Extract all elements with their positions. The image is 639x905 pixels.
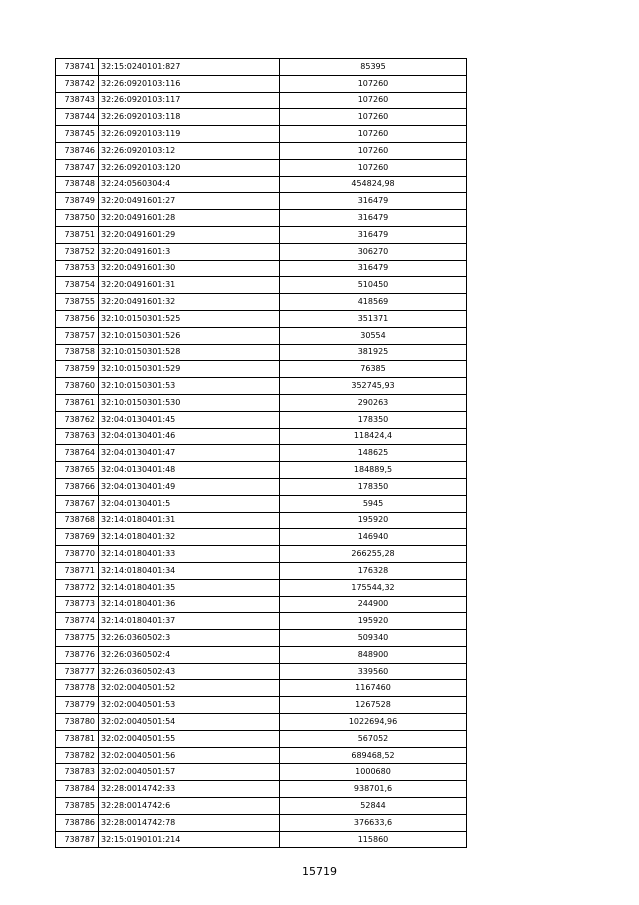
row-id-cell: 738743 [56,92,99,109]
value-cell: 178350 [280,478,467,495]
table-row [56,646,467,663]
cadastral-number-cell: 32:28:0014742:33 [99,781,280,798]
value-cell: 352745,93 [280,378,467,395]
table-body [56,59,467,848]
cadastral-number-cell: 32:10:0150301:53 [99,378,280,395]
value-cell: 118424,4 [280,428,467,445]
cadastral-number-cell: 32:26:0360502:4 [99,646,280,663]
cadastral-number-cell: 32:26:0920103:116 [99,75,280,92]
value-cell: 351371 [280,310,467,327]
cadastral-number-cell: 32:26:0360502:3 [99,630,280,647]
cadastral-number-cell: 32:10:0150301:525 [99,310,280,327]
value-cell: 510450 [280,277,467,294]
value-cell: 689468,52 [280,747,467,764]
row-id-cell: 738770 [56,546,99,563]
cadastral-number-cell: 32:04:0130401:46 [99,428,280,445]
table-row [56,193,467,210]
table-row [56,176,467,193]
cadastral-number-cell: 32:04:0130401:47 [99,445,280,462]
value-cell: 316479 [280,260,467,277]
value-cell: 85395 [280,59,467,76]
cadastral-number-cell: 32:26:0360502:43 [99,663,280,680]
value-cell: 418569 [280,294,467,311]
row-id-cell: 738752 [56,243,99,260]
value-cell: 316479 [280,210,467,227]
row-id-cell: 738747 [56,159,99,176]
row-id-cell: 738787 [56,831,99,848]
value-cell: 454824,98 [280,176,467,193]
row-id-cell: 738782 [56,747,99,764]
row-id-cell: 738774 [56,613,99,630]
value-cell: 1267528 [280,697,467,714]
value-cell: 339560 [280,663,467,680]
row-id-cell: 738781 [56,730,99,747]
value-cell: 30554 [280,327,467,344]
row-id-cell: 738777 [56,663,99,680]
row-id-cell: 738775 [56,630,99,647]
row-id-cell: 738756 [56,310,99,327]
table-row [56,814,467,831]
cadastral-number-cell: 32:26:0920103:119 [99,126,280,143]
table-row [56,361,467,378]
table-row [56,394,467,411]
table-row [56,75,467,92]
value-cell: 1000680 [280,764,467,781]
row-id-cell: 738760 [56,378,99,395]
table-row [56,596,467,613]
cadastral-number-cell: 32:20:0491601:3 [99,243,280,260]
row-id-cell: 738749 [56,193,99,210]
table-row [56,294,467,311]
table-row [56,546,467,563]
table-row [56,142,467,159]
row-id-cell: 738751 [56,226,99,243]
row-id-cell: 738778 [56,680,99,697]
value-cell: 316479 [280,193,467,210]
table-row [56,92,467,109]
row-id-cell: 738780 [56,714,99,731]
cadastral-number-cell: 32:14:0180401:31 [99,512,280,529]
cadastral-number-cell: 32:04:0130401:5 [99,495,280,512]
page-number: 15719 [302,865,337,878]
cadastral-number-cell: 32:15:0190101:214 [99,831,280,848]
row-id-cell: 738764 [56,445,99,462]
cadastral-number-cell: 32:14:0180401:36 [99,596,280,613]
table-row [56,781,467,798]
value-cell: 146940 [280,529,467,546]
value-cell: 107260 [280,142,467,159]
table-row [56,210,467,227]
table-row [56,109,467,126]
value-cell: 107260 [280,159,467,176]
cadastral-number-cell: 32:04:0130401:49 [99,478,280,495]
table-row [56,562,467,579]
row-id-cell: 738761 [56,394,99,411]
row-id-cell: 738748 [56,176,99,193]
cadastral-number-cell: 32:26:0920103:118 [99,109,280,126]
value-cell: 567052 [280,730,467,747]
cadastral-number-cell: 32:20:0491601:28 [99,210,280,227]
cadastral-number-cell: 32:02:0040501:52 [99,680,280,697]
value-cell: 178350 [280,411,467,428]
table-row [56,697,467,714]
cadastral-number-cell: 32:04:0130401:45 [99,411,280,428]
row-id-cell: 738779 [56,697,99,714]
cadastral-number-cell: 32:20:0491601:27 [99,193,280,210]
cadastral-number-cell: 32:02:0040501:57 [99,764,280,781]
row-id-cell: 738786 [56,814,99,831]
table-row [56,159,467,176]
value-cell: 306270 [280,243,467,260]
value-cell: 107260 [280,126,467,143]
cadastral-number-cell: 32:10:0150301:528 [99,344,280,361]
cadastral-number-cell: 32:10:0150301:529 [99,361,280,378]
row-id-cell: 738744 [56,109,99,126]
table-row [56,59,467,76]
value-cell: 290263 [280,394,467,411]
table-row [56,680,467,697]
table-row [56,126,467,143]
value-cell: 107260 [280,92,467,109]
cadastral-number-cell: 32:26:0920103:120 [99,159,280,176]
table-row [56,579,467,596]
row-id-cell: 738783 [56,764,99,781]
value-cell: 848900 [280,646,467,663]
row-id-cell: 738776 [56,646,99,663]
table-row [56,327,467,344]
value-cell: 5945 [280,495,467,512]
value-cell: 244900 [280,596,467,613]
table-row [56,764,467,781]
row-id-cell: 738759 [56,361,99,378]
value-cell: 381925 [280,344,467,361]
table-row [56,495,467,512]
value-cell: 176328 [280,562,467,579]
row-id-cell: 738745 [56,126,99,143]
cadastral-number-cell: 32:14:0180401:32 [99,529,280,546]
value-cell: 107260 [280,109,467,126]
value-cell: 175544,32 [280,579,467,596]
cadastral-number-cell: 32:02:0040501:56 [99,747,280,764]
row-id-cell: 738746 [56,142,99,159]
row-id-cell: 738750 [56,210,99,227]
row-id-cell: 738754 [56,277,99,294]
value-cell: 52844 [280,798,467,815]
row-id-cell: 738755 [56,294,99,311]
table-row [56,428,467,445]
table-row [56,378,467,395]
value-cell: 115860 [280,831,467,848]
row-id-cell: 738766 [56,478,99,495]
row-id-cell: 738762 [56,411,99,428]
cadastral-number-cell: 32:14:0180401:35 [99,579,280,596]
row-id-cell: 738773 [56,596,99,613]
row-id-cell: 738742 [56,75,99,92]
value-cell: 195920 [280,613,467,630]
table-row [56,462,467,479]
cadastral-number-cell: 32:20:0491601:30 [99,260,280,277]
table-row [56,310,467,327]
value-cell: 938701,6 [280,781,467,798]
cadastral-number-cell: 32:20:0491601:31 [99,277,280,294]
table-row [56,445,467,462]
table-row [56,663,467,680]
cadastral-number-cell: 32:04:0130401:48 [99,462,280,479]
table-row [56,613,467,630]
cadastral-number-cell: 32:14:0180401:33 [99,546,280,563]
table-row [56,730,467,747]
table-row [56,798,467,815]
row-id-cell: 738772 [56,579,99,596]
row-id-cell: 738769 [56,529,99,546]
value-cell: 184889,5 [280,462,467,479]
table-row [56,478,467,495]
value-cell: 316479 [280,226,467,243]
row-id-cell: 738771 [56,562,99,579]
row-id-cell: 738753 [56,260,99,277]
table-row [56,243,467,260]
cadastral-number-cell: 32:26:0920103:12 [99,142,280,159]
table-row [56,529,467,546]
table-row [56,747,467,764]
table-row [56,630,467,647]
cadastral-number-cell: 32:02:0040501:54 [99,714,280,731]
table-row [56,831,467,848]
cadastral-number-cell: 32:02:0040501:55 [99,730,280,747]
row-id-cell: 738767 [56,495,99,512]
value-cell: 376633,6 [280,814,467,831]
cadastral-number-cell: 32:20:0491601:32 [99,294,280,311]
table-row [56,512,467,529]
cadastral-number-cell: 32:02:0040501:53 [99,697,280,714]
cadastral-number-cell: 32:28:0014742:78 [99,814,280,831]
table-row [56,411,467,428]
table-row [56,714,467,731]
cadastral-number-cell: 32:15:0240101:827 [99,59,280,76]
value-cell: 509340 [280,630,467,647]
value-cell: 195920 [280,512,467,529]
value-cell: 1022694,96 [280,714,467,731]
row-id-cell: 738741 [56,59,99,76]
row-id-cell: 738757 [56,327,99,344]
cadastral-number-cell: 32:10:0150301:530 [99,394,280,411]
cadastral-number-cell: 32:28:0014742:6 [99,798,280,815]
value-cell: 76385 [280,361,467,378]
table-row [56,277,467,294]
row-id-cell: 738768 [56,512,99,529]
value-cell: 107260 [280,75,467,92]
row-id-cell: 738758 [56,344,99,361]
row-id-cell: 738765 [56,462,99,479]
table-row [56,344,467,361]
row-id-cell: 738784 [56,781,99,798]
cadastral-number-cell: 32:24:0560304:4 [99,176,280,193]
cadastral-number-cell: 32:20:0491601:29 [99,226,280,243]
row-id-cell: 738763 [56,428,99,445]
value-cell: 266255,28 [280,546,467,563]
cadastral-number-cell: 32:14:0180401:34 [99,562,280,579]
table-row [56,260,467,277]
table-row [56,226,467,243]
row-id-cell: 738785 [56,798,99,815]
data-table [55,58,467,848]
cadastral-number-cell: 32:10:0150301:526 [99,327,280,344]
cadastral-number-cell: 32:14:0180401:37 [99,613,280,630]
cadastral-number-cell: 32:26:0920103:117 [99,92,280,109]
value-cell: 1167460 [280,680,467,697]
value-cell: 148625 [280,445,467,462]
